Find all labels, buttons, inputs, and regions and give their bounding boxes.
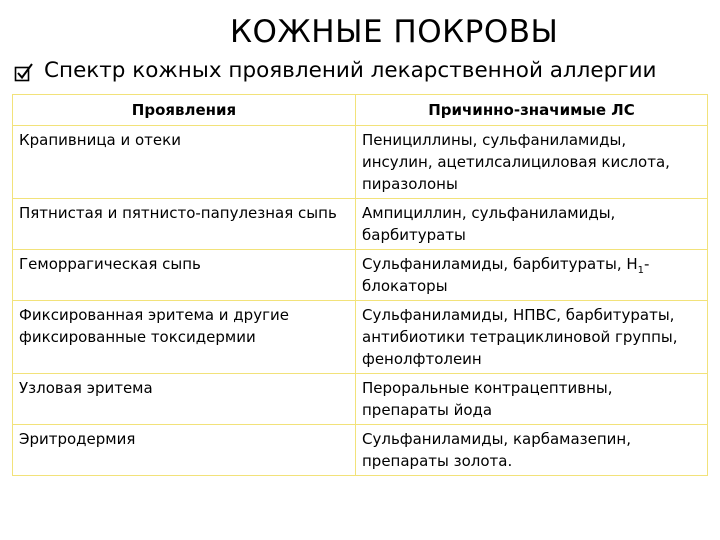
drugs-text: Сульфаниламиды, барбитураты, H [362, 255, 638, 273]
drugs-cell: Ампициллин, сульфаниламиды, барбитураты [356, 199, 708, 250]
drugs-cell: Пероральные контрацептивны, препараты йода [356, 374, 708, 425]
drugs-text-tail: -блокаторы [362, 255, 650, 295]
column-header-drugs: Причинно-значимые ЛС [356, 95, 708, 126]
drugs-cell: Сульфаниламиды, карбамазепин, препараты золота. [356, 425, 708, 476]
table-row [13, 374, 708, 425]
manifestation-cell: Фиксированная эритема и другие фиксированные токсидермии [13, 301, 356, 374]
drugs-cell: Сульфаниламиды, НПВС, барбитураты, антибиотики тетрациклиновой группы, фенолфтолеин [356, 301, 708, 374]
drugs-subscript: 1 [637, 265, 645, 276]
manifestation-cell: Крапивница и отеки [13, 126, 356, 199]
table-row [13, 250, 708, 301]
drug-allergy-table [12, 94, 708, 476]
subtitle-row [14, 58, 714, 90]
table-row [13, 425, 708, 476]
manifestation-cell: Эритродермия [13, 425, 356, 476]
manifestation-cell: Геморрагическая сыпь [13, 250, 356, 301]
slide-title: КОЖНЫЕ ПОКРОВЫ [230, 14, 559, 50]
column-header-manifestations: Проявления [13, 95, 356, 126]
checkbox-checked-icon [14, 62, 34, 84]
drugs-cell: Пенициллины, сульфаниламиды, инсулин, ацетилсалициловая кислота, пиразолоны [356, 126, 708, 199]
table-row [13, 126, 708, 199]
manifestation-cell: Пятнистая и пятнисто-папулезная сыпь [13, 199, 356, 250]
manifestation-cell: Узловая эритема [13, 374, 356, 425]
drugs-cell [356, 250, 708, 301]
table-header-row [13, 95, 708, 126]
table-row [13, 301, 708, 374]
slide-subtitle: Спектр кожных проявлений лекарственной аллергии [44, 58, 657, 83]
table-row [13, 199, 708, 250]
